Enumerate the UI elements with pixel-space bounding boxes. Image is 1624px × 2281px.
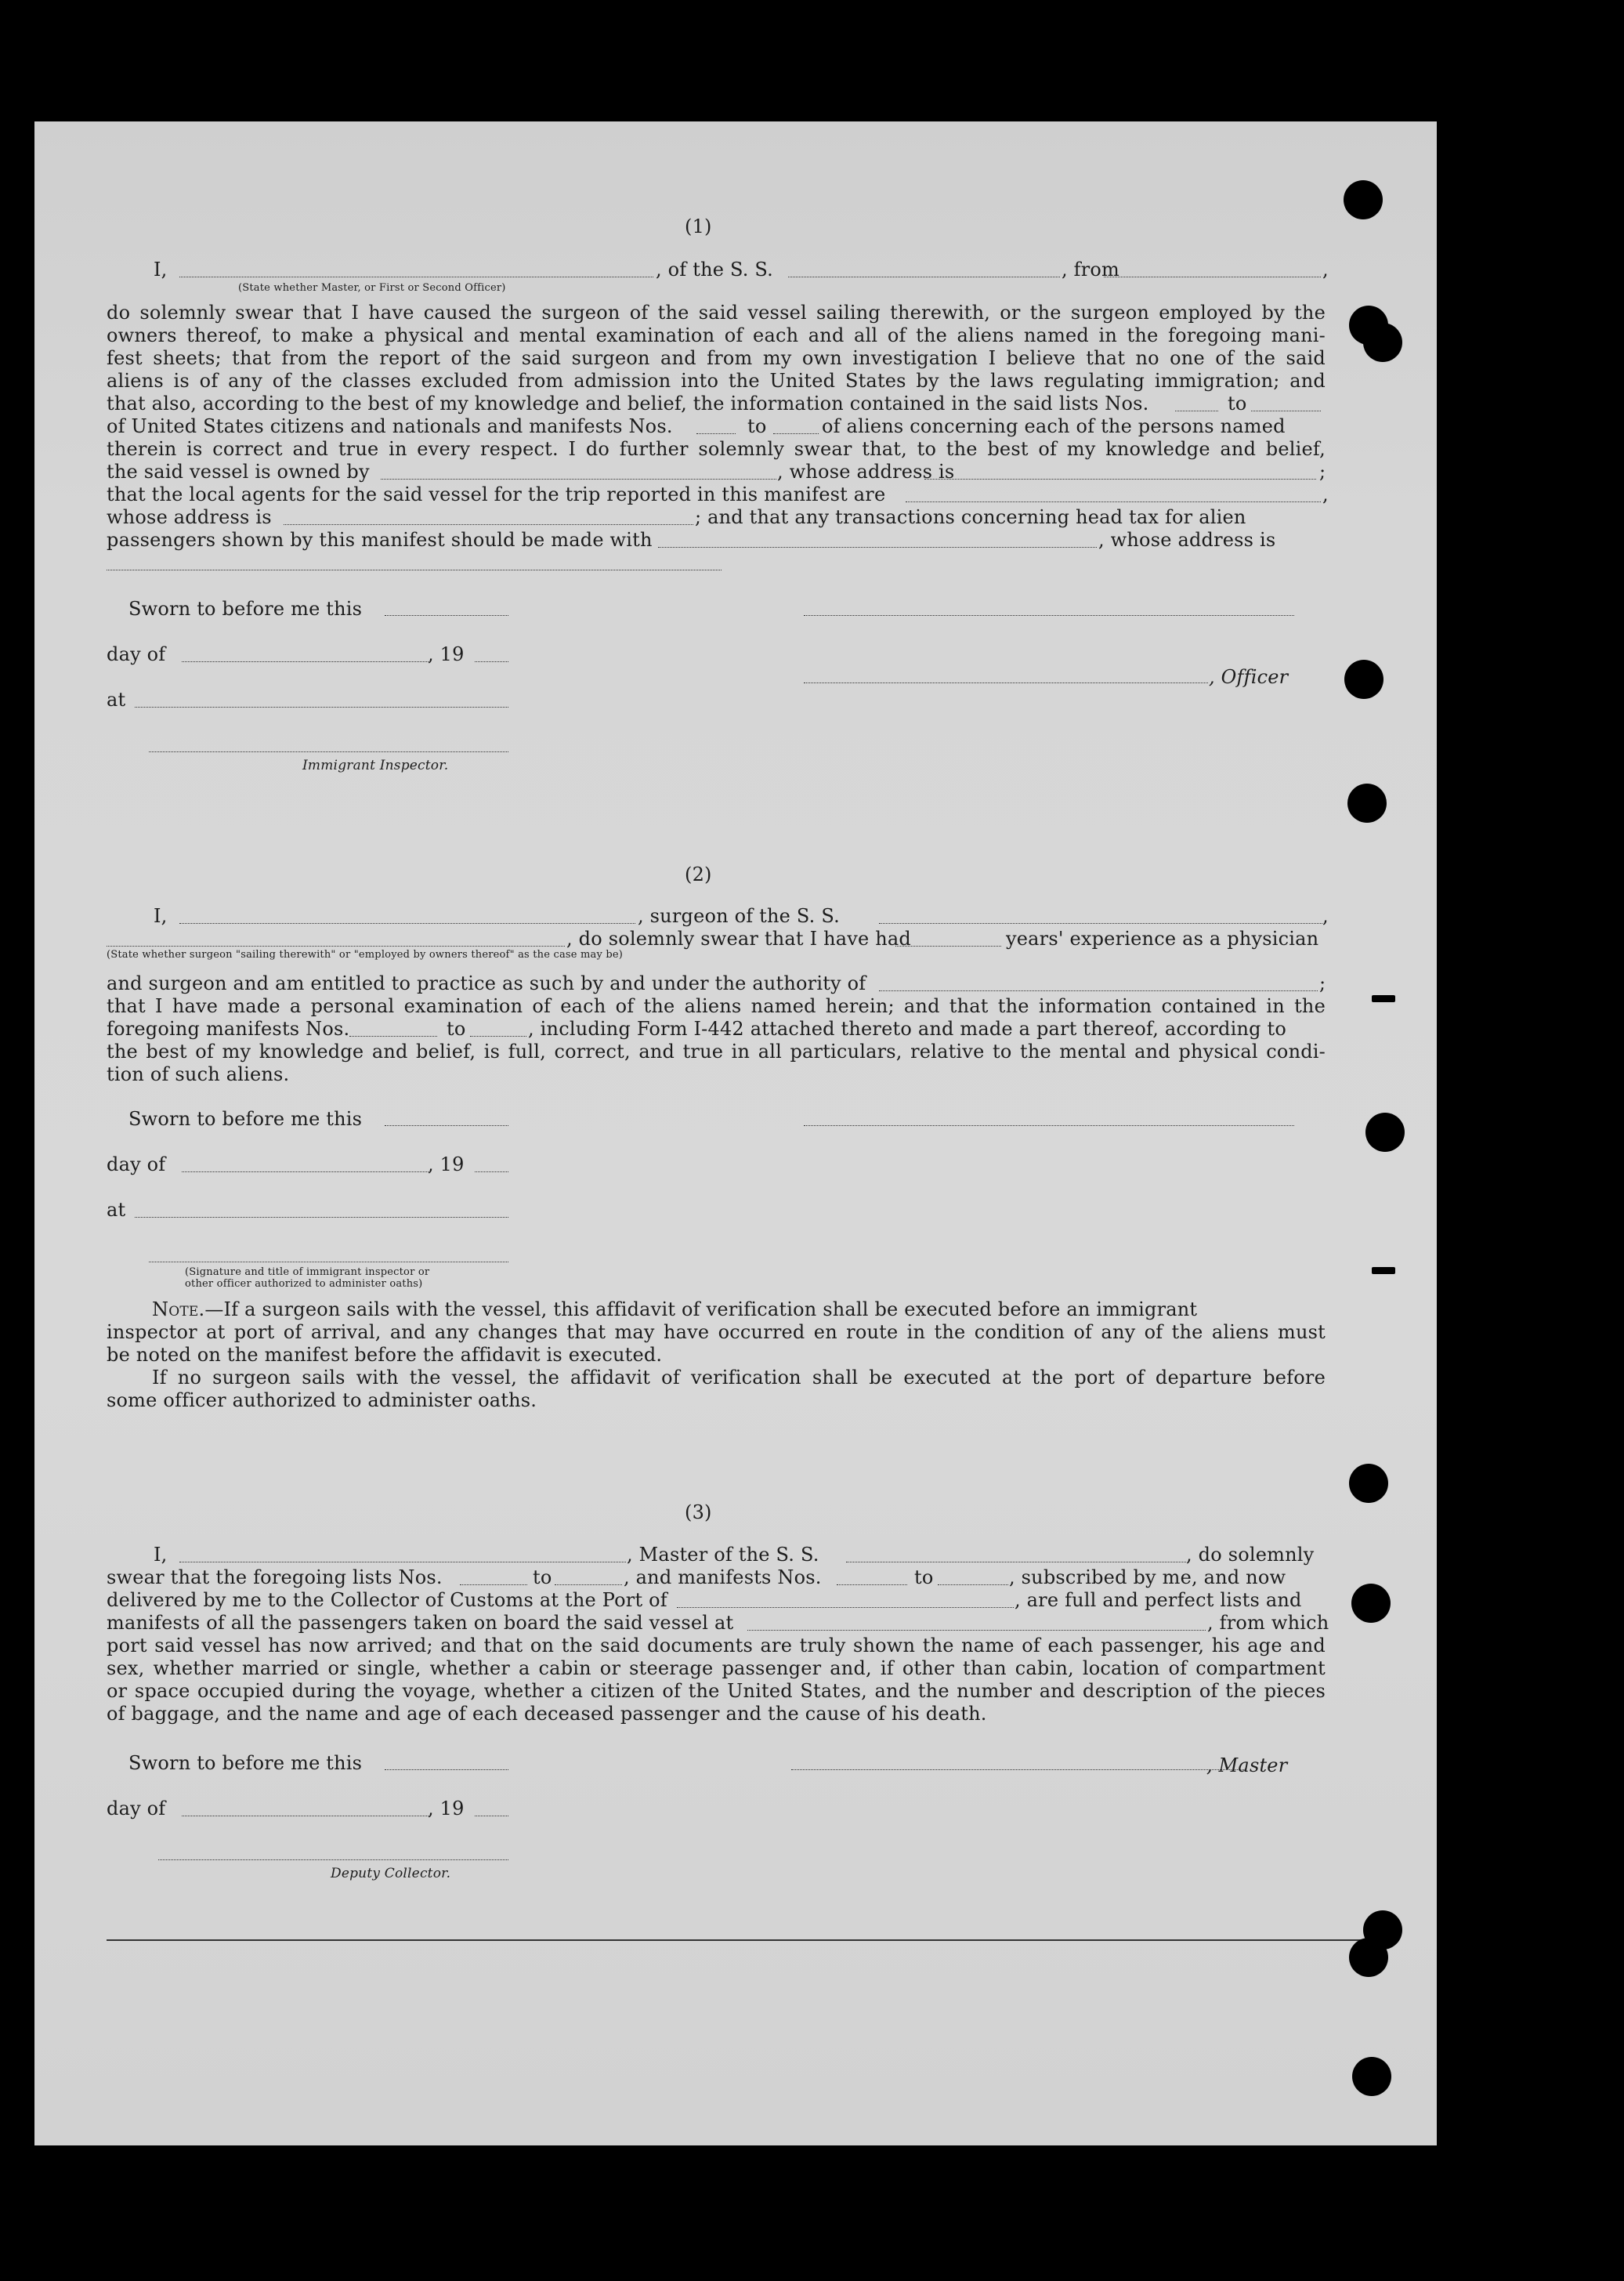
comma: ,	[1322, 259, 1329, 281]
s3-body-line: swear that the foregoing lists Nos.	[107, 1566, 443, 1588]
s2-sworn-label: Sworn to before me this	[128, 1108, 363, 1130]
s3-sworn-label: Sworn to before me this	[128, 1752, 363, 1774]
s1-body-line: , whose address is	[1098, 529, 1276, 551]
officer-rank-note: (State whether Master, or First or Second Officer)	[238, 282, 506, 294]
semicolon: ;	[1319, 461, 1326, 483]
s2-body-line: and surgeon and am entitled to practice as such by and under the authority of	[107, 972, 866, 994]
manifests-from-field[interactable]	[696, 433, 736, 434]
s3-body-line: port said vessel has now arrived; and that on the said documents are truly shown the name of each passenger, his age and	[107, 1635, 1326, 1656]
punch-mark	[1372, 995, 1395, 1002]
s3-body-line: , and manifests Nos.	[624, 1566, 822, 1588]
s1-whose-address: , whose address is	[777, 461, 955, 483]
s2-body-line: foregoing manifests Nos.	[107, 1018, 350, 1040]
s1-at-field[interactable]	[135, 707, 508, 708]
master-signature-line[interactable]	[791, 1769, 1246, 1770]
s1-inspector-signature-line[interactable]	[149, 751, 508, 752]
punch-hole	[1349, 1464, 1388, 1503]
s3-body-line: or space occupied during the voyage, whether a citizen of the United States, and the number and description of the pieces	[107, 1680, 1326, 1702]
s1-body-line: of United States citizens and nationals and manifests Nos.	[107, 415, 673, 437]
deputy-collector-label: Deputy Collector.	[331, 1866, 451, 1881]
signature-note: other officer authorized to administer oaths)	[185, 1278, 423, 1290]
surgeon-name-field[interactable]	[179, 923, 635, 924]
s1-body-line: that the local agents for the said vessel for the trip reported in this manifest are	[107, 483, 886, 505]
note-text: some officer authorized to administer oaths.	[107, 1389, 537, 1411]
s3-body-line: manifests of all the passengers taken on board the said vessel at	[107, 1612, 734, 1634]
punch-hole	[1344, 180, 1383, 219]
s2-ship-name-field[interactable]	[879, 923, 1322, 924]
s3-body-line: , do solemnly	[1186, 1544, 1315, 1566]
to-label: to	[533, 1566, 552, 1588]
s1-body-line: owners thereof, to make a physical and mental examination of each and all of the aliens named in the foregoing mani-	[107, 324, 1326, 346]
s1-body-line: ; and that any transactions concerning head tax for alien	[695, 506, 1246, 528]
s3-manifests-from-field[interactable]	[837, 1584, 907, 1585]
s2-body-line: tion of such aliens.	[107, 1063, 290, 1085]
officer-label	[1209, 666, 1288, 689]
comma: ,	[1322, 905, 1329, 927]
s1-body-line: passengers shown by this manifest should be made with	[107, 529, 653, 551]
collector-signature-line[interactable]	[158, 1859, 508, 1860]
s2-body-line: years' experience as a physician	[1006, 928, 1319, 950]
s2-surgeon-of-label: , surgeon of the S. S.	[638, 905, 840, 927]
s3-lists-from-field[interactable]	[460, 1584, 527, 1585]
s3-body-line: sex, whether married or single, whether a cabin or steerage passenger and, if other than cabin, location of compartment	[107, 1657, 1326, 1679]
s1-at-label: at	[107, 689, 126, 711]
punch-hole	[1351, 1584, 1391, 1623]
semicolon: ;	[1319, 972, 1326, 994]
head-tax-party-field[interactable]	[658, 547, 1097, 548]
owner-field[interactable]	[381, 479, 776, 480]
s1-of-ss-label: , of the S. S.	[656, 259, 774, 281]
s1-officer-signature-line[interactable]	[804, 615, 1294, 616]
form-page	[34, 121, 1437, 2145]
s1-body-line: do solemnly swear that I have caused the surgeon of the said vessel sailing therewith, or the surgeon employed by the	[107, 302, 1326, 324]
s1-body-line: aliens is of any of the classes excluded from admission into the United States by the laws regulating immigration; and	[107, 370, 1326, 392]
s1-body-line: of aliens concerning each of the persons named	[822, 415, 1286, 437]
owner-address-field[interactable]	[924, 479, 1316, 480]
s2-body-line: the best of my knowledge and belief, is full, correct, and true in all particulars, relative to the mental and physical condi-	[107, 1041, 1326, 1063]
officer-title: , Officer	[1209, 666, 1289, 688]
s2-manifests-from-field[interactable]	[349, 1036, 437, 1037]
s2-body-line: that I have made a personal examination of each of the aliens named herein; and that the information contained in the	[107, 995, 1326, 1017]
s3-body-line: , subscribed by me, and now	[1009, 1566, 1286, 1588]
manifests-to-field[interactable]	[773, 433, 819, 434]
s1-body-line: whose address is	[107, 506, 272, 528]
to-label: to	[447, 1018, 466, 1040]
punch-hole	[1347, 784, 1387, 823]
s2-body-line: , do solemnly swear that I have had	[566, 928, 911, 950]
s1-month-field[interactable]	[182, 661, 429, 662]
note-label: Note.	[152, 1298, 205, 1320]
s2-year-field[interactable]	[475, 1171, 508, 1172]
s2-day-of-label: day of	[107, 1153, 166, 1175]
note-text: —If a surgeon sails with the vessel, this affidavit of verification shall be executed before an immigrant	[204, 1298, 1198, 1320]
punch-hole	[1352, 2057, 1391, 2096]
section-3-number: (3)	[685, 1501, 712, 1523]
s3-lists-to-field[interactable]	[555, 1584, 622, 1585]
note-text: inspector at port of arrival, and any changes that may have occurred en route in the condition of any of the aliens must	[107, 1321, 1326, 1343]
s3-sworn-day-field[interactable]	[385, 1769, 508, 1770]
agent-address-field[interactable]	[284, 524, 693, 525]
comma: ,	[1322, 483, 1329, 505]
note-text: be noted on the manifest before the affidavit is executed.	[107, 1344, 663, 1366]
s1-year-label: , 19	[428, 643, 465, 665]
surgeon-type-field[interactable]	[107, 946, 565, 947]
local-agents-field[interactable]	[906, 501, 1321, 502]
signature-note: (Signature and title of immigrant inspector or	[185, 1266, 430, 1278]
s2-i-label: I,	[154, 905, 168, 927]
s1-body-line: the said vessel is owned by	[107, 461, 370, 483]
s2-sworn-day-field[interactable]	[385, 1125, 508, 1126]
s1-from-label: , from	[1062, 259, 1120, 281]
punch-hole	[1365, 1113, 1405, 1152]
s3-body-line: of baggage, and the name and age of each deceased passenger and the cause of his death.	[107, 1703, 987, 1725]
s3-day-of-label: day of	[107, 1798, 166, 1819]
s1-year-field[interactable]	[475, 661, 508, 662]
s3-body-line: , from which	[1207, 1612, 1329, 1634]
s2-manifests-to-field[interactable]	[470, 1036, 526, 1037]
s1-body-line: that also, according to the best of my knowledge and belief, the information contained in the said lists Nos.	[107, 393, 1149, 415]
punch-hole	[1349, 1938, 1388, 1977]
embarkation-port-field[interactable]	[747, 1630, 1206, 1631]
s2-surgeon-signature-line[interactable]	[804, 1125, 1294, 1126]
s2-body-line: , including Form I-442 attached thereto and made a part thereof, according to	[528, 1018, 1287, 1040]
section-2-number: (2)	[685, 864, 712, 885]
immigrant-inspector-label: Immigrant Inspector.	[302, 758, 449, 773]
punch-hole	[1363, 323, 1402, 362]
bottom-rule	[107, 1939, 1362, 1941]
s1-body-line: therein is correct and true in every respect. I do further solemnly swear that, to the best of my knowledge and belief,	[107, 438, 1326, 460]
note-text: If no surgeon sails with the vessel, the affidavit of verification shall be executed at the port of departure before	[152, 1367, 1326, 1389]
to-label: to	[914, 1566, 934, 1588]
authority-field[interactable]	[879, 990, 1318, 991]
s2-at-label: at	[107, 1199, 126, 1221]
s3-body-line: , are full and perfect lists and	[1015, 1589, 1302, 1611]
s3-year-label: , 19	[428, 1798, 465, 1819]
s3-master-of-label: , Master of the S. S.	[627, 1544, 819, 1566]
section-1-number: (1)	[685, 215, 712, 237]
punch-mark	[1372, 1267, 1395, 1274]
s2-at-field[interactable]	[135, 1217, 508, 1218]
note-line-1	[152, 1298, 1197, 1321]
s1-sworn-label: Sworn to before me this	[128, 598, 363, 620]
punch-hole	[1344, 660, 1383, 699]
master-title: , Master	[1206, 1754, 1288, 1776]
s3-i-label: I,	[154, 1544, 168, 1566]
port-field[interactable]	[677, 1607, 1014, 1608]
s1-i-label: I,	[154, 259, 168, 281]
s1-body-line: fest sheets; that from the report of the said surgeon and from my own investigation I believe that no one of the said	[107, 347, 1326, 369]
s2-year-label: , 19	[428, 1153, 465, 1175]
to-label: to	[747, 415, 767, 437]
to-label: to	[1228, 393, 1247, 415]
s3-body-line: delivered by me to the Collector of Customs at the Port of	[107, 1589, 667, 1611]
s2-month-field[interactable]	[182, 1171, 429, 1172]
surgeon-type-note: (State whether surgeon "sailing therewith" or "employed by owners thereof" as the case may be)	[107, 949, 624, 961]
years-experience-field[interactable]	[895, 946, 1001, 947]
s3-manifests-to-field[interactable]	[938, 1584, 1008, 1585]
s1-officer-name-line[interactable]	[804, 682, 1208, 683]
s1-sworn-day-field[interactable]	[385, 615, 508, 616]
s1-day-of-label: day of	[107, 643, 166, 665]
